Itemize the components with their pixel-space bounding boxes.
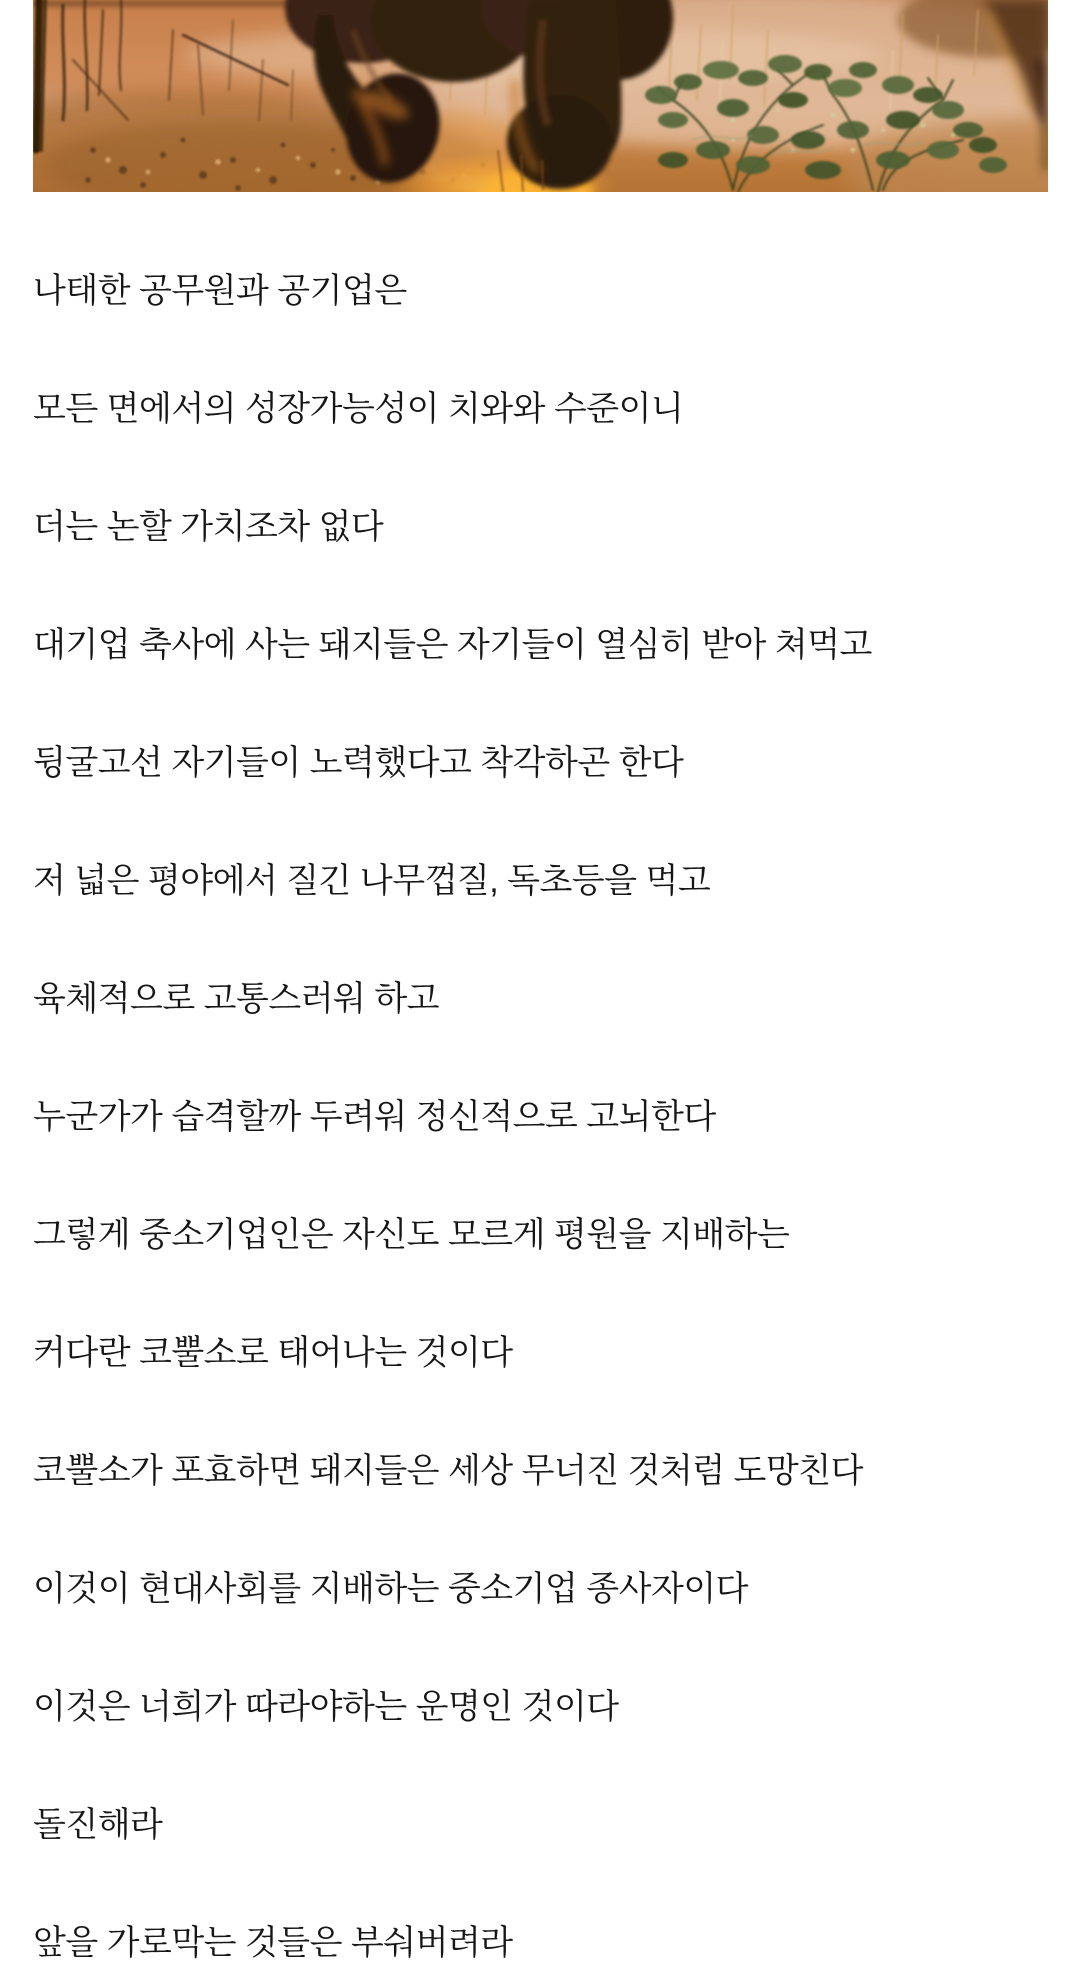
post-paragraph: 나태한 공무원과 공기업은 bbox=[33, 272, 407, 310]
post-paragraph: 모든 면에서의 성장가능성이 치와와 수준이니 bbox=[33, 390, 684, 428]
post-paragraph: 커다란 코뿔소로 태어나는 것이다 bbox=[33, 1334, 513, 1372]
post-paragraph: 육체적으로 고통스러워 하고 bbox=[33, 980, 440, 1018]
post-paragraph: 코뿔소가 포효하면 돼지들은 세상 무너진 것처럼 도망친다 bbox=[33, 1452, 863, 1490]
post-paragraph: 더는 논할 가치조차 없다 bbox=[33, 508, 384, 546]
post-paragraph: 저 넓은 평야에서 질긴 나무껍질, 독초등을 먹고 bbox=[33, 862, 711, 900]
post-paragraph: 이것이 현대사회를 지배하는 중소기업 종사자이다 bbox=[33, 1570, 749, 1608]
post-paragraph: 앞을 가로막는 것들은 부숴버려라 bbox=[33, 1924, 513, 1962]
post-paragraph: 뒹굴고선 자기들이 노력했다고 착각하곤 한다 bbox=[33, 744, 684, 782]
post-paragraph: 대기업 축사에 사는 돼지들은 자기들이 열심히 받아 쳐먹고 bbox=[33, 626, 872, 664]
post-paragraph: 그렇게 중소기업인은 자신도 모르게 평원을 지배하는 bbox=[33, 1216, 790, 1254]
post-body bbox=[33, 192, 1048, 1984]
rhino-photo-graphic bbox=[33, 0, 1048, 192]
post-paragraph: 돌진해라 bbox=[33, 1806, 163, 1844]
post-paragraph: 누군가가 습격할까 두려워 정신적으로 고뇌한다 bbox=[33, 1098, 716, 1136]
post-paragraph: 이것은 너희가 따라야하는 운명인 것이다 bbox=[33, 1688, 619, 1726]
rhino-photo bbox=[33, 0, 1048, 192]
